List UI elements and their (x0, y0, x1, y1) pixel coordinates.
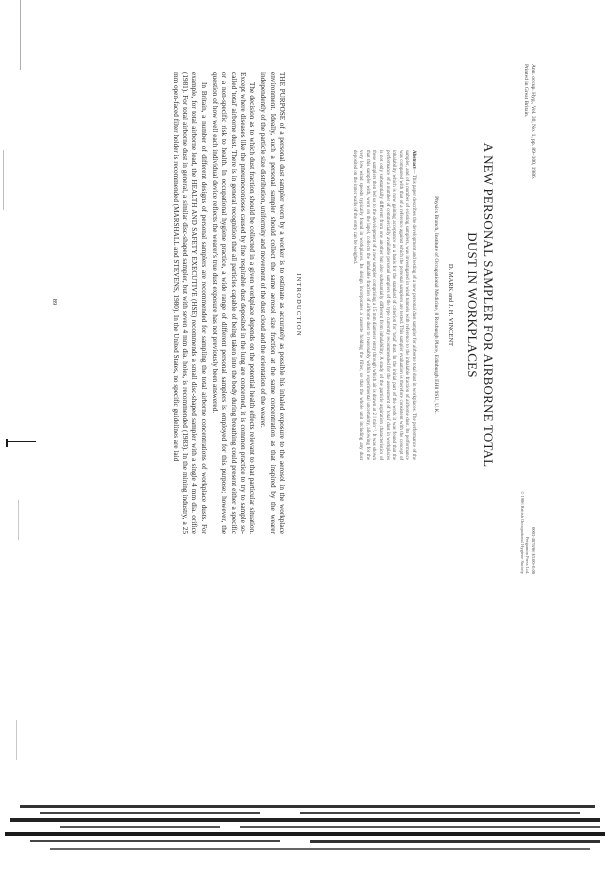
issn-line-2: Pergamon Press Ltd. (525, 536, 531, 574)
paragraph-1: THE PURPOSE of a personal dust sampler worn by a worker is to estimate as accurately as possible his inhaled exposure to the aerosol in the workplace environment. Ideally, such a personal sampler should collect the same aerosol size fraction at the same concentration as that inspired by the wearer independently of the particle size distribution, uniformity and movement of the dust cloud and the orientation of the wearer. (259, 72, 286, 534)
journal-line-1: Ann. occup. Hyg., Vol. 30, No. 1, pp. 89–100, 1986. (530, 64, 536, 179)
scan-mark-line (6, 441, 36, 442)
paragraph-3: In Britain, a number of different designs of personal samplers are recommended for sampling the total airborne concentrations of workplace dusts. For example, for total airborne lead, the HEALTH AND SAFETY EXECUTIVE (HSE) recommends a small disc-shaped sampler with a single 4 mm dia. orifice (1981). For total airborne dust in general, a similar disc-shaped sampler, but with seven 4 mm dia. holes, is recommended (1983). In the mining industry, a 25 mm open-faced filter holder is recommended (MARSHALL and STEVENS, 1980). In the United States, no specific guidelines are laid (171, 72, 208, 534)
paragraph-2: The decision as to which dust fraction should be collected in a given workplace depends on the potential health effects relevant to that particular situation. Except where diseases like the pneumoconioses caused by fine respirable dust deposited in the lung are concerned, it is common practice to try to sample so-called 'total' airborne dust. There is in general recognition that all particles capable of being taken into the body during breathing could present either a specific or a non-specific risk to health. In occupational hygiene practice, a wide range of different personal samplers is employed for this purpose; however, the question of how well each individual device reflects the wearer's true dust exposure has not previously been answered. (210, 72, 257, 534)
scan-bar (40, 812, 260, 814)
page-number: 89 (51, 298, 58, 306)
section-heading: INTRODUCTION (295, 273, 302, 337)
issn-line-3: © 1986 British Occupational Hygiene Society (520, 490, 525, 574)
scan-bar (60, 826, 220, 828)
scan-edge-dash (20, 0, 21, 70)
authors: D. MARK and J. H. VINCENT (447, 263, 454, 347)
body-text (170, 72, 286, 534)
issn-line-1: 0003-4878/86 $3.00+0.00 (531, 527, 536, 574)
scan-edge-dash (16, 720, 17, 760)
scan-bar (10, 818, 600, 822)
scan-bar (50, 848, 590, 850)
scan-bar (30, 840, 280, 842)
journal-citation (523, 64, 536, 204)
scan-bar (310, 840, 600, 843)
title-line-2: DUST IN WORKPLACES (465, 232, 480, 378)
journal-line-2: Printed in Great Britain. (523, 64, 530, 118)
abstract-label: Abstract (411, 150, 416, 169)
scan-edge-dash (3, 150, 4, 210)
affiliation: Physics Branch, Institute of Occupational Medicine, 8 Roxburgh Place, Edinburgh EH8 9SU, U.K. (433, 196, 439, 414)
scan-bar (300, 812, 580, 814)
paper-title (464, 100, 496, 510)
abstract (350, 150, 416, 460)
title-line-1: A NEW PERSONAL SAMPLER FOR AIRBORNE TOTAL (481, 142, 496, 468)
abstract-text: — This paper describes the development and testing of a new personal dust sampler for airborne total dust in workplaces. The performance of the sampler, and of a number of existing samplers, was investigated in wind tunnels with reference to the inhalable fraction of airborne dust. Its performance was compared with that of a reference against which the personal samplers are tested. This sampler evaluation is therefore consistent with the concept of inhalability which is now gaining acceptance as a basis for the standard of criterion for 'total' dust. In the initial part of the work it was found that the performance of a number of commercially available personal samplers of the type currently recommended for the assessment of 'total' dust in workplaces is not only substantially different from one another but also substantially different from inhalability. A study of the particle aspiration characteristics of these samplers then led us to the development of a new sampler comprising a 15 mm diameter entry through which air is drawn at 2 l min⁻¹. It was shown that this sampler with, worn on the lapel, collects the inhalable fraction of airborne dust to reasonably within experimental uncertainty, allowing for the very low wind speeds typically found in workplaces. Its design incorporates a cassette holding the filter, so that the whole unit including any dust deposited on the inner walls of the entry can be weighed. (351, 150, 416, 461)
issn-block (520, 478, 537, 574)
scan-bar (240, 826, 600, 828)
scan-edge-dash (18, 500, 19, 540)
scan-bar (20, 805, 595, 808)
scan-bar (5, 832, 605, 836)
